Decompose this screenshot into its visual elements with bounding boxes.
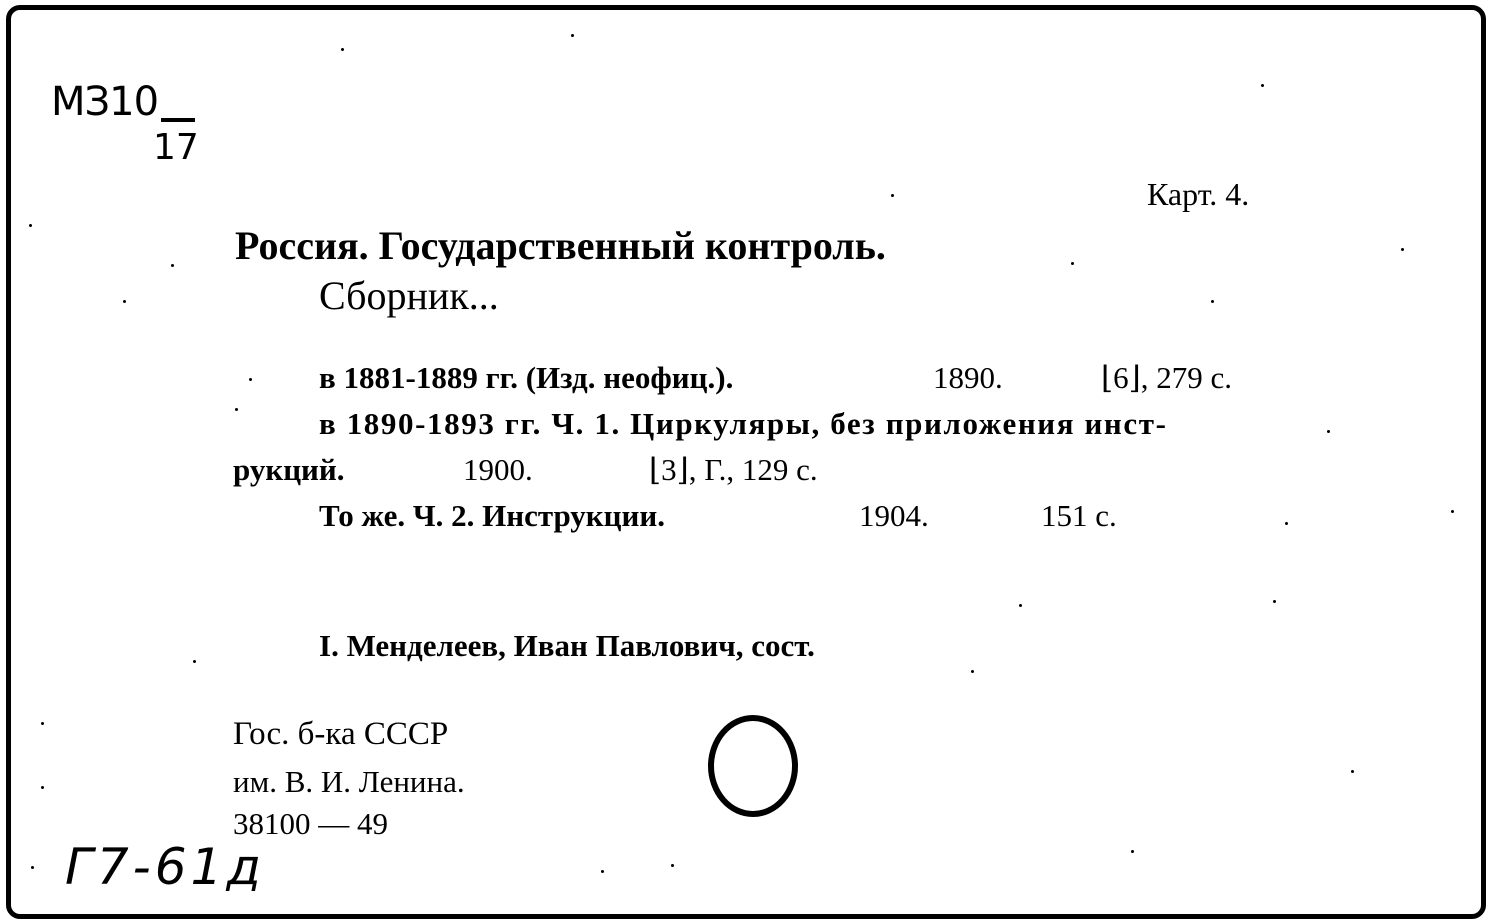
- library-stamp-line3: 38100 — 49: [233, 806, 388, 841]
- entry-2-continuation: рукций.: [233, 452, 345, 487]
- title: Сборник...: [319, 273, 499, 318]
- library-stamp-line1: Гос. б-ка СССР: [233, 716, 449, 752]
- catalog-card: [6, 5, 1486, 919]
- entry-3-pagination: 151 с.: [1041, 498, 1117, 533]
- punch-hole: [703, 710, 803, 822]
- library-stamp-line2: им. В. И. Ленина.: [233, 764, 465, 799]
- shelfmark-sub-handwritten: [153, 127, 199, 168]
- call-number-handwritten: Г7-61д: [65, 838, 265, 896]
- shelfmark-top: MЗ10: [51, 79, 159, 125]
- entry-1-pagination: ⌊6⌋, 279 с.: [1101, 360, 1232, 395]
- entry-3-text: То же. Ч. 2. Инструкции.: [319, 498, 665, 533]
- entry-2-year: 1900.: [463, 452, 533, 487]
- shelfmark-dash: [161, 118, 195, 122]
- tracing: I. Менделеев, Иван Павлович, сост.: [319, 628, 815, 663]
- shelfmark-handwritten: [51, 79, 159, 125]
- entry-1-year: 1890.: [933, 360, 1003, 395]
- entry-2-pagination: ⌊3⌋, Г., 129 с.: [649, 452, 818, 487]
- entry-1-text: в 1881-1889 гг. (Изд. неофиц.).: [319, 360, 734, 395]
- shelfmark-sub: 17: [153, 127, 199, 168]
- entry-3-year: 1904.: [859, 498, 929, 533]
- heading: Россия. Государственный контроль.: [235, 223, 886, 268]
- card-number: Карт. 4.: [1147, 176, 1250, 212]
- entry-2-text: в 1890-1893 гг. Ч. 1. Циркуляры, без приложения инст-: [319, 406, 1168, 441]
